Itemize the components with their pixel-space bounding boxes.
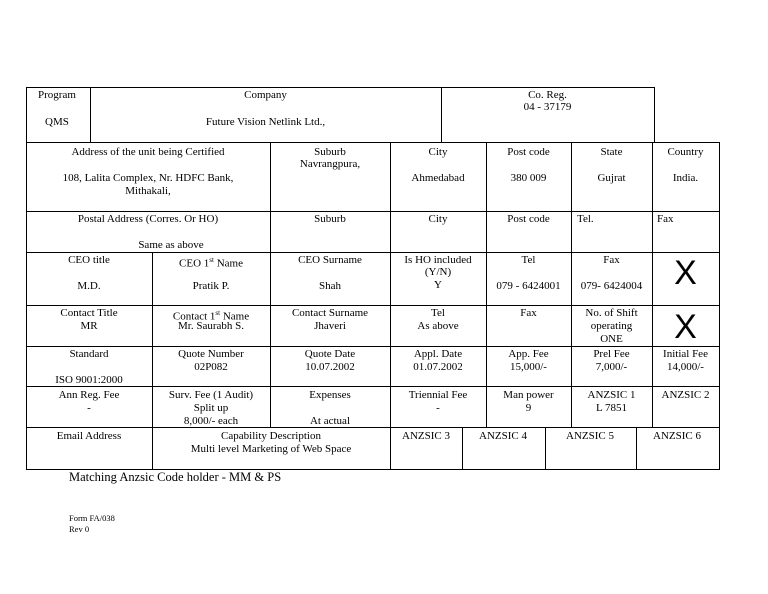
anzsic2-label: ANZSIC 2 [661,389,710,401]
ceo-first-name-value: Pratik P. [192,280,230,292]
ceo-tel-label: Tel [521,254,536,266]
ceo-surname-value: Shah [319,280,341,292]
appl-date-label: Appl. Date [413,348,463,360]
ceo-tel-value: 079 - 6424001 [496,280,561,292]
form-id: Form FA/038 [69,513,115,523]
company-label: Company [244,89,287,101]
city-label: City [428,146,448,158]
postal-fax-label: Fax [657,213,674,225]
postal-suburb-label: Suburb [314,213,346,225]
shift-label-1: No. of Shift [585,307,638,319]
quote-date-value: 10.07.2002 [305,361,355,373]
standard-label: Standard [69,348,109,360]
quote-number-label: Quote Number [178,348,244,360]
initial-fee-label: Initial Fee [663,348,708,360]
capability-value: Multi level Marketing of Web Space [190,443,352,455]
address-line2: Mithakali, [125,185,171,197]
contact-first-name-label: Contact 1st Name [172,309,250,323]
contact-surname-label: Contact Surname [291,307,369,319]
app-fee-label: App. Fee [508,348,549,360]
email-label: Email Address [56,430,122,442]
address-line1: 108, Lalita Complex, Nr. HDFC Bank, [62,172,234,184]
anzsic1-value: L 7851 [595,402,628,414]
program-value: QMS [45,116,69,128]
city-value: Ahmedabad [411,172,465,184]
anzsic6-label: ANZSIC 6 [653,430,701,442]
prel-fee-label: Prel Fee [593,348,630,360]
ceo-surname-label: CEO Surname [298,254,362,266]
postal-label: Postal Address (Corres. Or HO) [77,213,219,225]
anzsic3-label: ANZSIC 3 [402,430,450,442]
surv-fee-value-1: Split up [193,402,229,414]
ann-reg-fee-label: Ann Reg. Fee [58,389,120,401]
suburb-label: Suburb [314,146,346,158]
anzsic4-label: ANZSIC 4 [479,430,527,442]
contact-tel-value: As above [417,320,459,332]
triennial-fee-value: - [436,402,440,414]
address-label: Address of the unit being Certified [71,146,225,158]
country-value: India. [672,172,699,184]
postal-city-label: City [428,213,448,225]
expenses-label: Expenses [309,389,351,401]
shift-value: ONE [600,333,623,345]
postal-value: Same as above [138,239,204,251]
contact-title-value: MR [80,320,98,332]
quote-date-label: Quote Date [304,348,356,360]
contact-title-label: Contact Title [60,307,118,319]
ho-included-label-2: (Y/N) [424,266,452,278]
expenses-value: At actual [309,415,350,427]
shift-label-2: operating [590,320,633,332]
anzsic1-label: ANZSIC 1 [587,389,636,401]
anzsic5-label: ANZSIC 5 [566,430,614,442]
capability-label: Capability Description [221,430,321,442]
ceo-fax-value: 079- 6424004 [580,280,643,292]
state-value: Gujrat [597,172,626,184]
quote-number-value: 02P082 [194,361,228,373]
postal-postcode-label: Post code [507,213,550,225]
ceo-fax-label: Fax [603,254,620,266]
triennial-fee-label: Triennial Fee [408,389,468,401]
state-label: State [600,146,623,158]
coreg-value: 04 - 37179 [523,101,572,113]
contact-tel-label: Tel [431,307,445,319]
postcode-value: 380 009 [510,172,547,184]
ann-reg-fee-value: - [87,402,91,414]
suburb-value: Navrangpura, [299,158,361,170]
country-label: Country [667,146,704,158]
ceo-title-label: CEO title [68,254,110,266]
ceo-title-value: M.D. [77,280,101,292]
ho-included-label-1: Is HO included [404,254,472,266]
surv-fee-value-2: 8,000/- each [183,415,239,427]
program-label: Program [38,89,76,101]
ceo-first-name-label: CEO 1st Name [179,256,243,270]
surv-fee-label: Surv. Fee (1 Audit) [168,389,254,401]
coreg-label: Co. Reg. [528,89,567,101]
manpower-value: 9 [525,402,532,414]
company-value: Future Vision Netlink Ltd., [205,116,326,128]
revision: Rev 0 [69,524,90,534]
app-fee-value: 15,000/- [510,361,547,373]
standard-value: ISO 9001:2000 [55,374,123,386]
initial-fee-value: 14,000/- [667,361,704,373]
appl-date-value: 01.07.2002 [413,361,463,373]
contact-x-mark: X [674,308,697,346]
matching-note: Matching Anzsic Code holder - MM & PS [69,470,282,484]
prel-fee-value: 7,000/- [595,361,628,373]
manpower-label: Man power [503,389,554,401]
contact-first-name-value: Mr. Saurabh S. [178,320,244,332]
ho-included-value: Y [434,279,442,291]
postal-tel-label: Tel. [577,213,594,225]
contact-surname-value: Jhaveri [314,320,346,332]
postcode-label: Post code [507,146,550,158]
contact-fax-label: Fax [520,307,537,319]
ceo-x-mark: X [674,254,697,292]
